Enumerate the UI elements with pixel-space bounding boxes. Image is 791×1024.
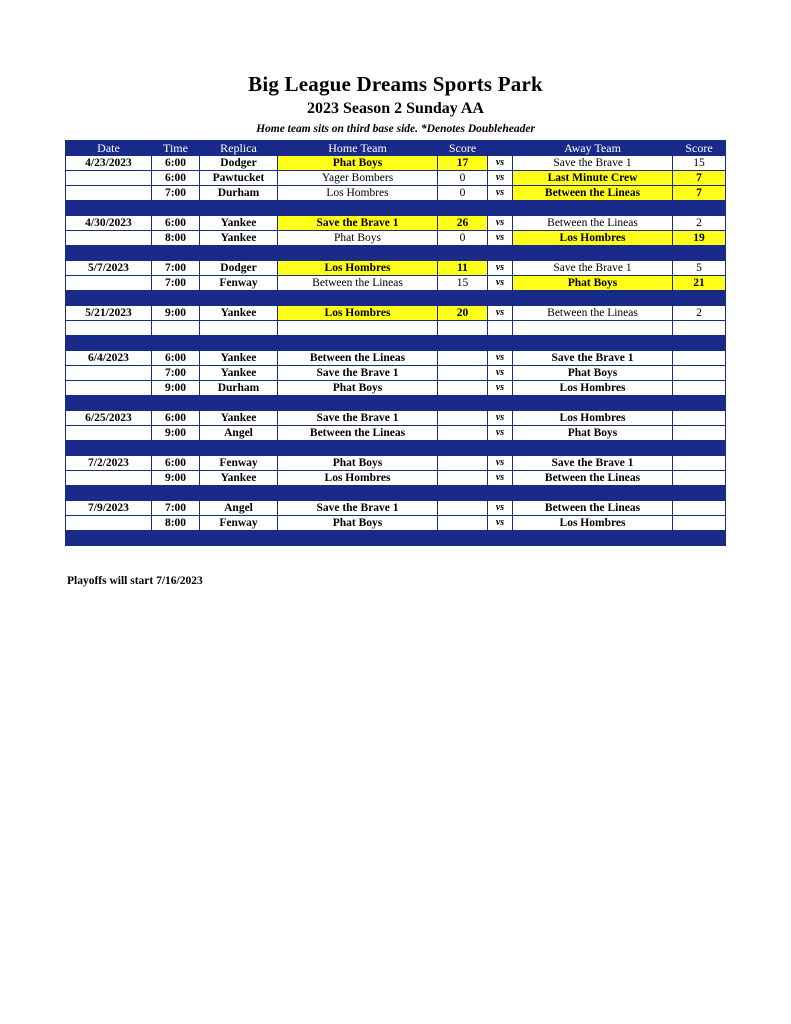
away-score-cell: [673, 456, 726, 471]
date-cell: [66, 276, 152, 291]
date-cell: 6/25/2023: [66, 411, 152, 426]
away-team-cell: Between the Lineas: [513, 471, 673, 486]
away-score-cell: 7: [673, 171, 726, 186]
home-team-cell: Between the Lineas: [278, 276, 438, 291]
replica-cell: Angel: [200, 426, 278, 441]
empty-cell: [513, 441, 673, 456]
away-team-cell: Los Hombres: [513, 381, 673, 396]
divider-row: [66, 486, 726, 501]
time-cell: 6:00: [152, 171, 200, 186]
replica-cell: Dodger: [200, 156, 278, 171]
away-score-cell: 2: [673, 306, 726, 321]
empty-cell: [66, 531, 152, 546]
replica-cell: Yankee: [200, 366, 278, 381]
time-cell: 7:00: [152, 366, 200, 381]
empty-cell: [513, 246, 673, 261]
away-team-cell: Phat Boys: [513, 366, 673, 381]
vs-cell: vs: [488, 351, 513, 366]
empty-cell: [278, 246, 438, 261]
away-team-cell: Between the Lineas: [513, 306, 673, 321]
vs-cell: vs: [488, 276, 513, 291]
empty-cell: [438, 441, 488, 456]
away-team-cell: Between the Lineas: [513, 186, 673, 201]
table-row: [66, 261, 726, 276]
table-row: [66, 501, 726, 516]
vs-cell: vs: [488, 501, 513, 516]
vs-cell: vs: [488, 426, 513, 441]
away-score-cell: [673, 381, 726, 396]
home-score-cell: 17: [438, 156, 488, 171]
empty-cell: [673, 201, 726, 216]
home-team-cell: Phat Boys: [278, 381, 438, 396]
home-team-cell: Between the Lineas: [278, 351, 438, 366]
time-cell: 7:00: [152, 261, 200, 276]
vs-cell: vs: [488, 366, 513, 381]
table-header-row: [66, 141, 726, 156]
away-score-cell: 2: [673, 216, 726, 231]
date-cell: [66, 231, 152, 246]
home-team-cell: Between the Lineas: [278, 426, 438, 441]
time-cell: 9:00: [152, 381, 200, 396]
away-team-cell: Last Minute Crew: [513, 171, 673, 186]
replica-cell: Yankee: [200, 411, 278, 426]
date-cell: [66, 426, 152, 441]
time-cell: 8:00: [152, 516, 200, 531]
time-cell: 6:00: [152, 456, 200, 471]
header-replica: Replica: [200, 141, 278, 156]
date-cell: 5/21/2023: [66, 306, 152, 321]
empty-cell: [200, 246, 278, 261]
table-row: [66, 351, 726, 366]
empty-cell: [513, 486, 673, 501]
empty-cell: [438, 246, 488, 261]
header-away-score: Score: [673, 141, 726, 156]
home-team-cell: Los Hombres: [278, 471, 438, 486]
home-team-cell: Phat Boys: [278, 156, 438, 171]
home-team-cell: Save the Brave 1: [278, 411, 438, 426]
empty-cell: [488, 246, 513, 261]
empty-cell: [200, 531, 278, 546]
empty-cell: [200, 201, 278, 216]
replica-cell: Dodger: [200, 261, 278, 276]
table-row: [66, 306, 726, 321]
empty-cell: [673, 246, 726, 261]
vs-cell: vs: [488, 516, 513, 531]
empty-cell: [488, 531, 513, 546]
empty-cell: [673, 396, 726, 411]
date-cell: 4/30/2023: [66, 216, 152, 231]
empty-cell: [152, 486, 200, 501]
replica-cell: Durham: [200, 186, 278, 201]
empty-cell: [673, 441, 726, 456]
empty-cell: [673, 291, 726, 306]
date-cell: [66, 366, 152, 381]
empty-cell: [513, 321, 673, 336]
empty-cell: [66, 321, 152, 336]
home-team-cell: Phat Boys: [278, 231, 438, 246]
table-row: [66, 186, 726, 201]
table-row: [66, 216, 726, 231]
empty-cell: [673, 336, 726, 351]
away-team-cell: Los Hombres: [513, 411, 673, 426]
empty-cell: [438, 291, 488, 306]
empty-cell: [66, 291, 152, 306]
empty-cell: [513, 396, 673, 411]
table-row: [66, 171, 726, 186]
replica-cell: Fenway: [200, 516, 278, 531]
away-score-cell: [673, 501, 726, 516]
empty-cell: [152, 201, 200, 216]
empty-cell: [200, 441, 278, 456]
empty-cell: [152, 531, 200, 546]
home-score-cell: [438, 411, 488, 426]
empty-cell: [673, 321, 726, 336]
home-score-cell: [438, 516, 488, 531]
empty-cell: [488, 441, 513, 456]
empty-cell: [200, 291, 278, 306]
away-score-cell: 5: [673, 261, 726, 276]
time-cell: 6:00: [152, 156, 200, 171]
vs-cell: vs: [488, 156, 513, 171]
empty-cell: [66, 396, 152, 411]
vs-cell: vs: [488, 171, 513, 186]
empty-cell: [438, 321, 488, 336]
empty-cell: [278, 486, 438, 501]
replica-cell: Fenway: [200, 276, 278, 291]
empty-cell: [66, 486, 152, 501]
away-team-cell: Los Hombres: [513, 516, 673, 531]
away-score-cell: 21: [673, 276, 726, 291]
away-score-cell: [673, 411, 726, 426]
date-cell: [66, 471, 152, 486]
home-score-cell: 26: [438, 216, 488, 231]
empty-cell: [200, 321, 278, 336]
vs-cell: vs: [488, 216, 513, 231]
empty-cell: [488, 396, 513, 411]
date-cell: 4/23/2023: [66, 156, 152, 171]
table-row: [66, 276, 726, 291]
empty-cell: [152, 291, 200, 306]
time-cell: 9:00: [152, 471, 200, 486]
empty-cell: [278, 291, 438, 306]
divider-row: [66, 396, 726, 411]
header-home-score: Score: [438, 141, 488, 156]
home-team-cell: Phat Boys: [278, 516, 438, 531]
away-score-cell: [673, 351, 726, 366]
away-score-cell: [673, 471, 726, 486]
away-team-cell: Phat Boys: [513, 276, 673, 291]
empty-cell: [513, 291, 673, 306]
date-cell: [66, 171, 152, 186]
empty-cell: [152, 246, 200, 261]
replica-cell: Yankee: [200, 306, 278, 321]
vs-cell: vs: [488, 411, 513, 426]
empty-cell: [513, 531, 673, 546]
empty-cell: [438, 396, 488, 411]
home-score-cell: [438, 471, 488, 486]
header-vs: [488, 141, 513, 156]
divider-row: [66, 201, 726, 216]
time-cell: 7:00: [152, 276, 200, 291]
away-team-cell: Save the Brave 1: [513, 261, 673, 276]
divider-row: [66, 336, 726, 351]
date-cell: [66, 516, 152, 531]
date-cell: 6/4/2023: [66, 351, 152, 366]
empty-cell: [152, 396, 200, 411]
home-team-cell: Save the Brave 1: [278, 501, 438, 516]
away-score-cell: 7: [673, 186, 726, 201]
home-team-cell: Save the Brave 1: [278, 366, 438, 381]
table-row: [66, 471, 726, 486]
away-score-cell: 19: [673, 231, 726, 246]
home-team-cell: Save the Brave 1: [278, 216, 438, 231]
replica-cell: Angel: [200, 501, 278, 516]
table-row: [66, 456, 726, 471]
table-row: [66, 156, 726, 171]
empty-cell: [200, 486, 278, 501]
vs-cell: vs: [488, 186, 513, 201]
table-row: [66, 516, 726, 531]
home-team-cell: Los Hombres: [278, 261, 438, 276]
empty-cell: [278, 396, 438, 411]
empty-cell: [673, 486, 726, 501]
time-cell: 6:00: [152, 216, 200, 231]
header-home-team: Home Team: [278, 141, 438, 156]
time-cell: 7:00: [152, 501, 200, 516]
empty-cell: [488, 486, 513, 501]
home-score-cell: 15: [438, 276, 488, 291]
vs-cell: vs: [488, 381, 513, 396]
empty-cell: [152, 321, 200, 336]
replica-cell: Durham: [200, 381, 278, 396]
empty-cell: [200, 336, 278, 351]
playoffs-note: Playoffs will start 7/16/2023: [67, 575, 203, 587]
empty-cell: [673, 531, 726, 546]
empty-cell: [278, 321, 438, 336]
empty-cell: [513, 201, 673, 216]
home-score-cell: 11: [438, 261, 488, 276]
away-team-cell: Save the Brave 1: [513, 156, 673, 171]
empty-cell: [278, 531, 438, 546]
away-team-cell: Between the Lineas: [513, 216, 673, 231]
home-score-cell: [438, 501, 488, 516]
table-row: [66, 411, 726, 426]
date-cell: [66, 381, 152, 396]
empty-cell: [488, 321, 513, 336]
table-row: [66, 381, 726, 396]
away-score-cell: 15: [673, 156, 726, 171]
empty-cell: [438, 531, 488, 546]
home-team-cell: Los Hombres: [278, 306, 438, 321]
empty-cell: [66, 336, 152, 351]
empty-cell: [438, 486, 488, 501]
home-team-cell: Yager Bombers: [278, 171, 438, 186]
divider-row: [66, 246, 726, 261]
home-score-cell: [438, 456, 488, 471]
empty-cell: [200, 396, 278, 411]
away-score-cell: [673, 366, 726, 381]
replica-cell: Yankee: [200, 471, 278, 486]
away-team-cell: Between the Lineas: [513, 501, 673, 516]
home-team-cell: Los Hombres: [278, 186, 438, 201]
empty-cell: [438, 201, 488, 216]
time-cell: 9:00: [152, 306, 200, 321]
empty-row: [66, 321, 726, 336]
replica-cell: Yankee: [200, 216, 278, 231]
date-cell: [66, 186, 152, 201]
home-score-cell: [438, 381, 488, 396]
time-cell: 6:00: [152, 411, 200, 426]
empty-cell: [152, 336, 200, 351]
vs-cell: vs: [488, 456, 513, 471]
date-cell: 7/2/2023: [66, 456, 152, 471]
table-row: [66, 426, 726, 441]
date-cell: 7/9/2023: [66, 501, 152, 516]
empty-cell: [438, 336, 488, 351]
vs-cell: vs: [488, 471, 513, 486]
table-row: [66, 231, 726, 246]
home-score-cell: 0: [438, 231, 488, 246]
time-cell: 9:00: [152, 426, 200, 441]
vs-cell: vs: [488, 306, 513, 321]
empty-cell: [278, 336, 438, 351]
away-score-cell: [673, 426, 726, 441]
empty-cell: [278, 201, 438, 216]
page-subtitle: 2023 Season 2 Sunday AA: [307, 100, 484, 117]
empty-cell: [66, 441, 152, 456]
home-score-cell: 0: [438, 171, 488, 186]
away-score-cell: [673, 516, 726, 531]
home-score-cell: [438, 426, 488, 441]
replica-cell: Yankee: [200, 231, 278, 246]
schedule-table: [65, 140, 726, 546]
home-score-cell: 20: [438, 306, 488, 321]
time-cell: 8:00: [152, 231, 200, 246]
time-cell: 7:00: [152, 186, 200, 201]
empty-cell: [513, 336, 673, 351]
replica-cell: Yankee: [200, 351, 278, 366]
home-score-cell: [438, 351, 488, 366]
replica-cell: Pawtucket: [200, 171, 278, 186]
away-team-cell: Save the Brave 1: [513, 351, 673, 366]
empty-cell: [66, 201, 152, 216]
home-team-cell: Phat Boys: [278, 456, 438, 471]
empty-cell: [66, 246, 152, 261]
home-score-cell: [438, 366, 488, 381]
vs-cell: vs: [488, 261, 513, 276]
time-cell: 6:00: [152, 351, 200, 366]
header-date: Date: [66, 141, 152, 156]
away-team-cell: Save the Brave 1: [513, 456, 673, 471]
empty-cell: [488, 291, 513, 306]
header-away-team: Away Team: [513, 141, 673, 156]
divider-row: [66, 531, 726, 546]
date-cell: 5/7/2023: [66, 261, 152, 276]
away-team-cell: Phat Boys: [513, 426, 673, 441]
header-time: Time: [152, 141, 200, 156]
replica-cell: Fenway: [200, 456, 278, 471]
empty-cell: [278, 441, 438, 456]
away-team-cell: Los Hombres: [513, 231, 673, 246]
page-title: Big League Dreams Sports Park: [248, 72, 543, 96]
divider-row: [66, 441, 726, 456]
divider-row: [66, 291, 726, 306]
page-note: Home team sits on third base side. *Denotes Doubleheader: [256, 123, 535, 135]
table-row: [66, 366, 726, 381]
empty-cell: [152, 441, 200, 456]
empty-cell: [488, 201, 513, 216]
vs-cell: vs: [488, 231, 513, 246]
empty-cell: [488, 336, 513, 351]
home-score-cell: 0: [438, 186, 488, 201]
